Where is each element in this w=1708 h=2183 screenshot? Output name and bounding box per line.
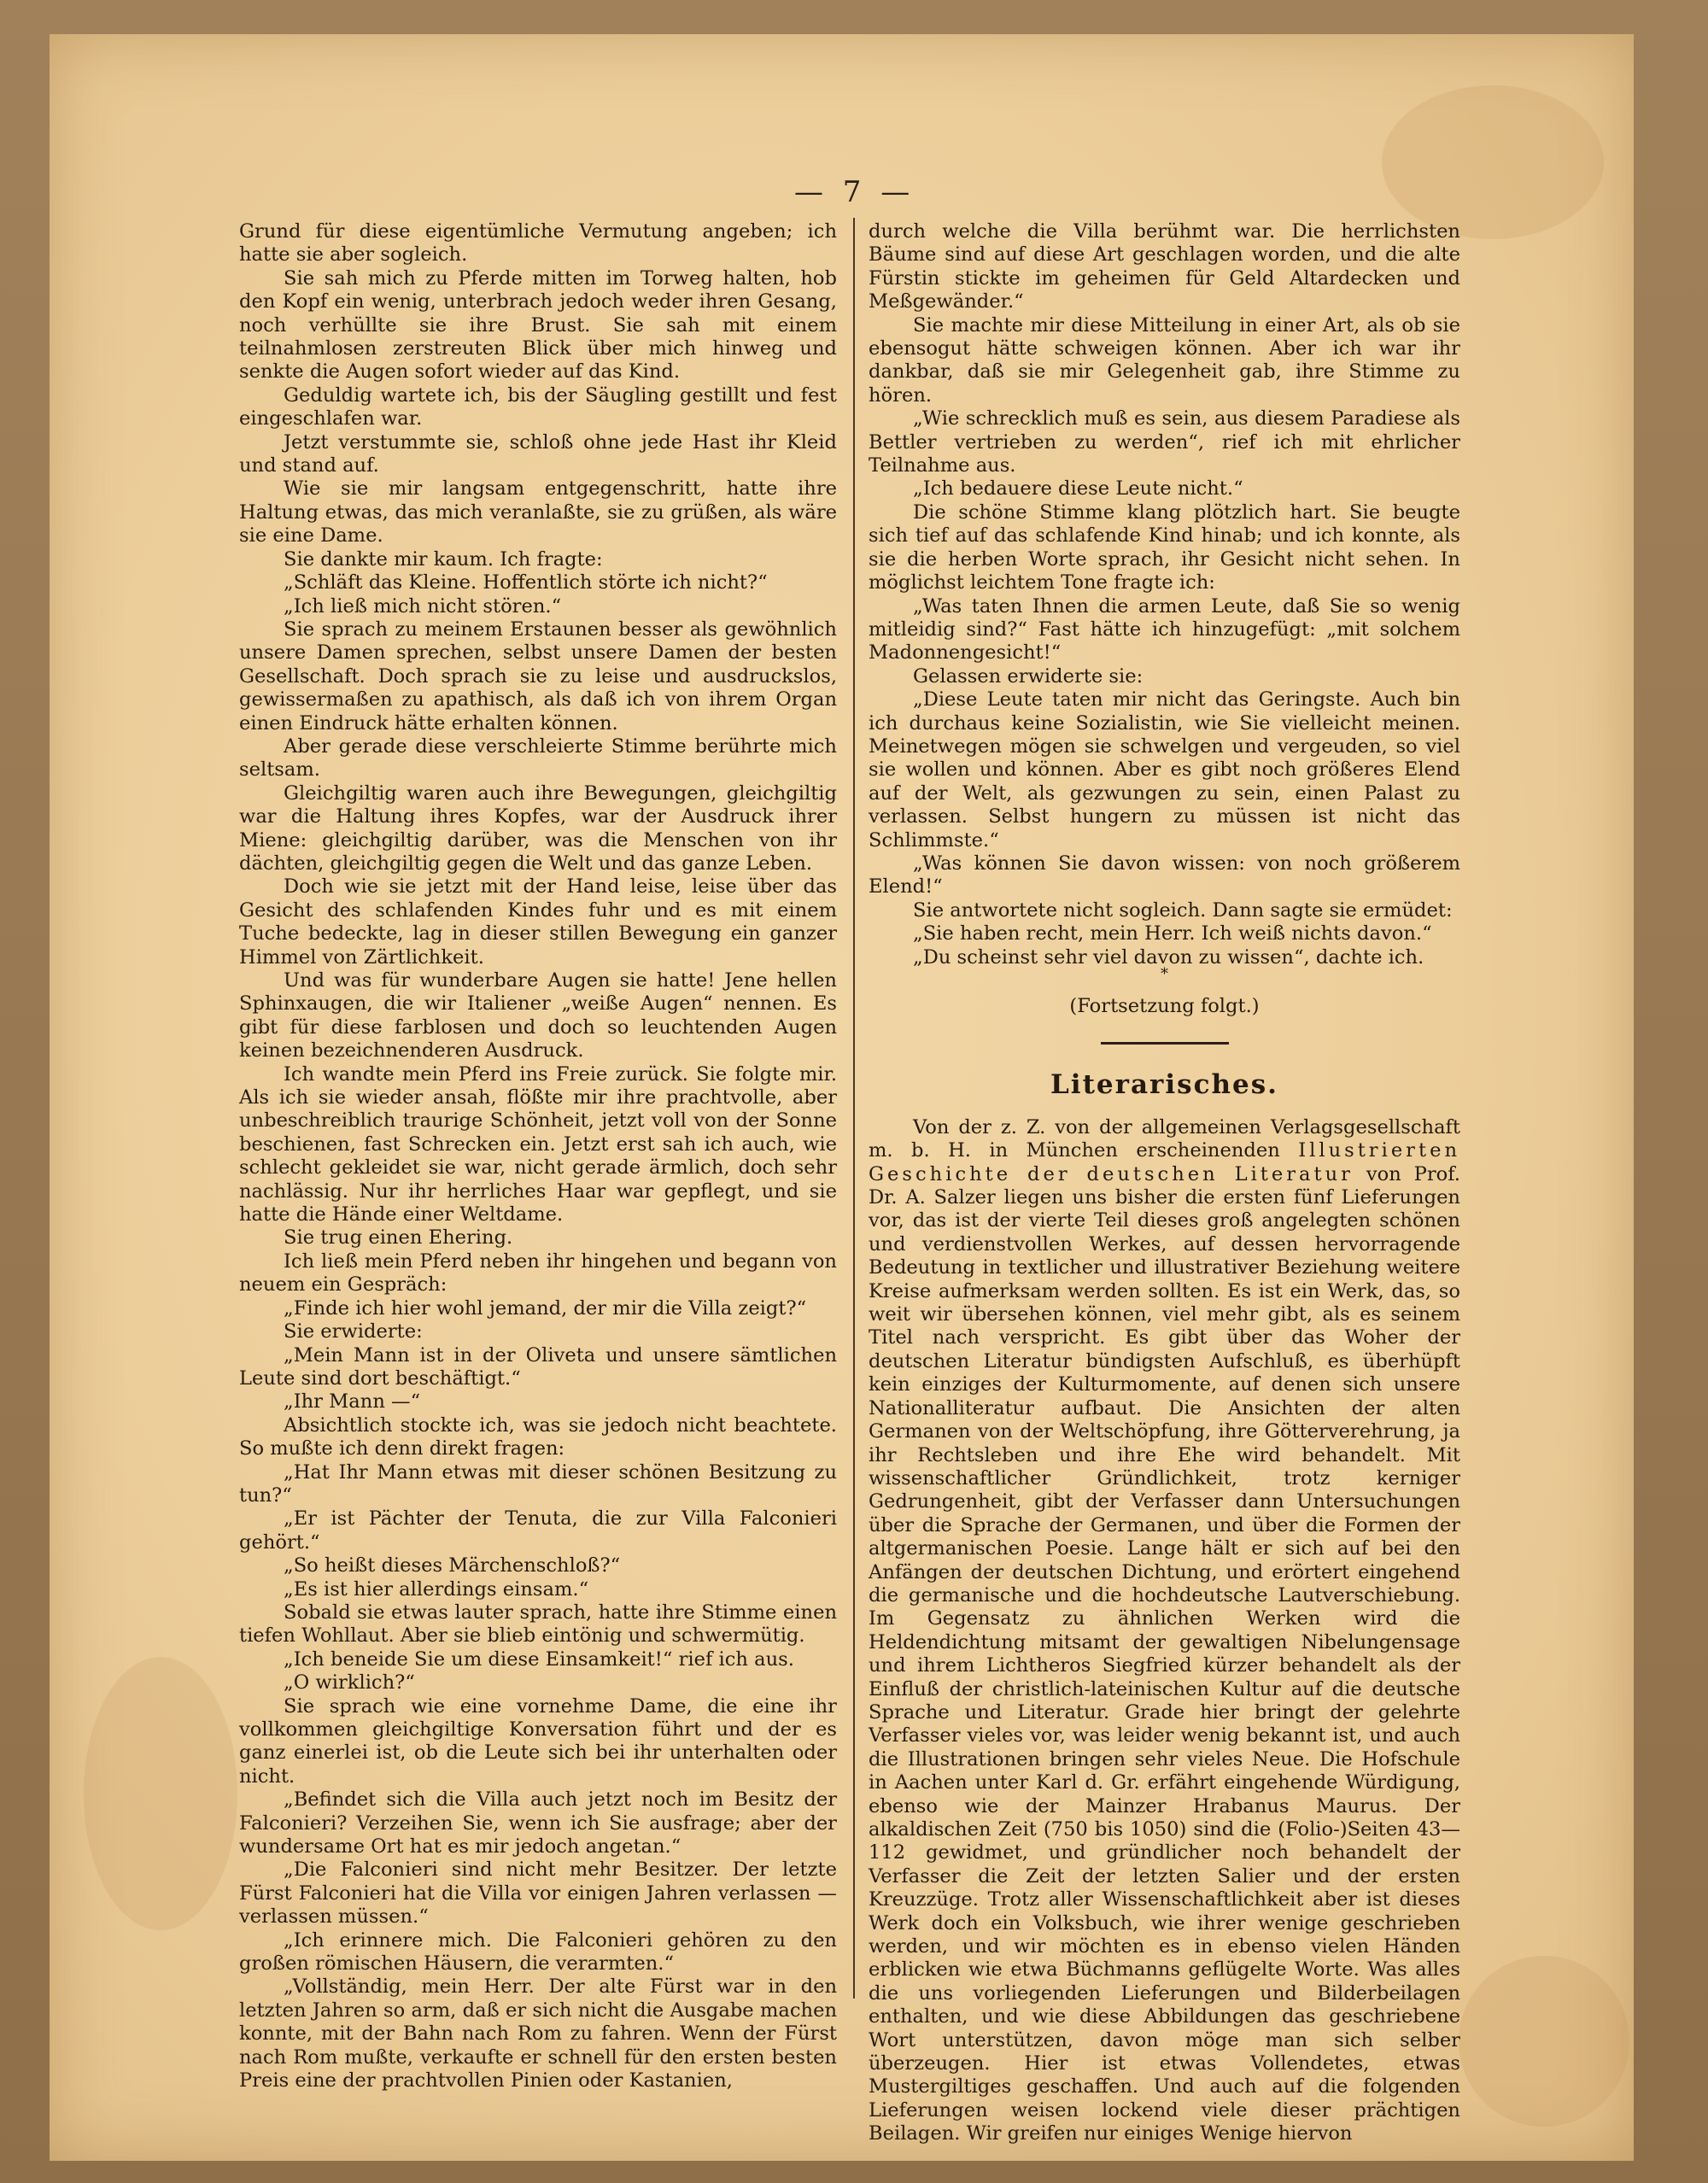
paragraph: „Ich ließ mich nicht stören.“ — [284, 594, 562, 617]
left-column — [239, 220, 837, 2092]
paragraph: „Schläft das Kleine. Hoffentlich störte ich nicht?“ — [284, 571, 768, 594]
paragraph: Sie sprach zu meinem Erstaunen besser als gewöhnlich unsere Damen sprechen, selbst unsere Damen der besten Gesellschaft. Doch sprach sie zu leise und ausdruckslos, gewissermaßen zu apathisch, als daß ich von ihrem Organ einen Eindruck hätte erhalten können. — [239, 617, 837, 734]
paper-stain — [1459, 1956, 1629, 2127]
book-title: Illustrierten Geschichte der deutschen Literatur — [869, 1139, 1460, 1185]
paragraph: Wie sie mir langsam entgegenschritt, hatte ihre Haltung etwas, das mich veranlaßte, sie zu grüßen, als wäre sie eine Dame. — [239, 477, 837, 547]
paragraph: Sie antwortete nicht sogleich. Dann sagte sie ermüdet: — [913, 898, 1453, 922]
paragraph: „Ihr Mann —“ — [284, 1390, 421, 1413]
paragraph: „Die Falconieri sind nicht mehr Besitzer. Der letzte Fürst Falconieri hat die Villa vor einigen Jahren verlassen — verlassen müssen.“ — [239, 1858, 837, 1928]
paper-stain — [84, 1657, 237, 1930]
paragraph: „Sie haben recht, mein Herr. Ich weiß nichts davon.“ — [913, 922, 1432, 945]
paragraph: Aber gerade diese verschleierte Stimme berührte mich seltsam. — [239, 734, 837, 781]
paper-stain — [1382, 85, 1604, 239]
paragraph: „Wie schrecklich muß es sein, aus diesem Paradiese als Bettler vertrieben zu werden“, rief ich mit ehrlicher Teilnahme aus. — [869, 407, 1460, 477]
paragraph: Gelassen erwiderte sie: — [913, 664, 1144, 688]
paragraph: Die schöne Stimme klang plötzlich hart. Sie beugte sich tief auf das schlafende Kind hinab; und ich konnte, als sie die herben Worte sprach, ihr Gesicht nicht sehen. In möglichst leichtem Tone fragte ich: — [869, 500, 1460, 594]
paragraph: „Ich bedauere diese Leute nicht.“ — [913, 477, 1243, 500]
paragraph: Grund für diese eigentümliche Vermutung angeben; ich hatte sie aber sogleich. — [239, 220, 837, 266]
paragraph: Sie trug einen Ehering. — [284, 1226, 513, 1250]
paragraph: „Er ist Pächter der Tenuta, die zur Villa Falconieri gehört.“ — [239, 1507, 837, 1554]
paragraph: durch welche die Villa berühmt war. Die herrlichsten Bäume sind auf diese Art geschlagen worden, und die alte Fürstin stickte im geheimen für Geld Altardecken und Meßgewänder.“ — [869, 220, 1460, 313]
paragraph: „Du scheinst sehr viel davon zu wissen“, dachte ich. — [913, 945, 1424, 969]
paragraph: Sie erwiderte: — [284, 1320, 423, 1343]
paragraph: „Es ist hier allerdings einsam.“ — [284, 1577, 589, 1601]
review-paragraph — [869, 1116, 1460, 2146]
paragraph: „So heißt dieses Märchenschloß?“ — [284, 1554, 621, 1577]
paragraph: Sie dankte mir kaum. Ich fragte: — [284, 547, 603, 571]
star-mark: * — [1161, 965, 1168, 983]
paragraph: „Ich beneide Sie um diese Einsamkeit!“ rief ich aus. — [284, 1647, 794, 1671]
paragraph: „Was taten Ihnen die armen Leute, daß Sie so wenig mitleidig sind?“ Fast hätte ich hinzugefügt: „mit solchem Madonnengesicht!“ — [869, 594, 1460, 664]
paragraph: „Ich erinnere mich. Die Falconieri gehören zu den großen römischen Häusern, die verarmten.“ — [239, 1928, 837, 1975]
section-rule — [1101, 1042, 1229, 1045]
paragraph: Ich ließ mein Pferd neben ihr hingehen und begann von neuem ein Gespräch: — [239, 1250, 837, 1296]
paragraph: Ich wandte mein Pferd ins Freie zurück. Sie folgte mir. Als ich sie wieder ansah, flößte mir ihre prachtvolle, aber unbeschreiblich traurige Schönheit, jetzt voll von der Sonne beschienen, fast Schrecken ein. Jetzt erst sah ich auch, wie schlecht gekleidet sie war, nicht gerade ärmlich, doch sehr nachlässig. Nur ihr herrliches Haar war gepflegt, und sie hatte die Hände einer Weltdame. — [239, 1062, 837, 1226]
page-number: — 7 — — [794, 175, 915, 209]
paragraph: „Befindet sich die Villa auch jetzt noch im Besitz der Falconieri? Verzeihen Sie, wenn ich Sie ausfrage; aber der wundersame Ort hat es mir jedoch angetan.“ — [239, 1788, 837, 1858]
paragraph: Doch wie sie jetzt mit der Hand leise, leise über das Gesicht des schlafenden Kindes fuhr und es mit einem Tuche bedeckte, lag in dieser stillen Bewegung ein ganzer Himmel von Zärtlichkeit. — [239, 875, 837, 969]
paragraph: „Finde ich hier wohl jemand, der mir die Villa zeigt?“ — [284, 1296, 807, 1320]
paragraph: Und was für wunderbare Augen sie hatte! Jene hellen Sphinxaugen, die wir Italiener „weiße Augen“ nennen. Es gibt für diese farblosen und doch so leuchtenden Augen keinen bezeichnenderen Ausdruck. — [239, 969, 837, 1062]
paragraph: „Diese Leute taten mir nicht das Geringste. Auch bin ich durchaus keine Sozialistin, wie Sie vielleicht meinen. Meinetwegen mögen sie schwelgen und vergeuden, so viel sie wollen und können. Aber es gibt noch größeres Elend auf der Welt, als gezwungen zu sein, einen Palast zu verlassen. Selbst hungern zu müssen ist nicht das Schlimmste.“ — [869, 688, 1460, 852]
paragraph: Geduldig wartete ich, bis der Säugling gestillt und fest eingeschlafen war. — [239, 383, 837, 430]
paragraph: Jetzt verstummte sie, schloß ohne jede Hast ihr Kleid und stand auf. — [239, 430, 837, 477]
paragraph: Sie sah mich zu Pferde mitten im Torweg halten, hob den Kopf ein wenig, unterbrach jedoch weder ihren Gesang, noch verhüllte sie ihre Brust. Sie sah mit einem teilnahmlosen zerstreuten Blick über mich hinweg und senkte die Augen sofort wieder auf das Kind. — [239, 266, 837, 383]
paragraph: Gleichgiltig waren auch ihre Bewegungen, gleichgiltig war die Haltung ihres Kopfes, war der Ausdruck ihrer Miene: gleichgiltig darüber, was die Menschen von ihr dächten, gleichgiltig gegen die Welt und das ganze Leben. — [239, 781, 837, 875]
paragraph: Sie sprach wie eine vornehme Dame, die eine ihr vollkommen gleichgiltige Konversation führt und der es ganz einerlei ist, ob die Leute sich bei ihr unterhalten oder nicht. — [239, 1694, 837, 1788]
paragraph: „Mein Mann ist in der Oliveta und unsere sämtlichen Leute sind dort beschäftigt.“ — [239, 1343, 837, 1390]
section-title: Literarisches. — [1050, 1069, 1278, 1101]
review-text-rest: von Prof. Dr. A. Salzer liegen uns bisher die ersten fünf Lieferungen vor, das ist der vierte Teil dieses groß angelegten schönen und verdienstvollen Werkes, auf dessen hervorragende Bedeutung in textlicher und illustrativer Beziehung weitere Kreise aufmerksam werden sollten. Es ist ein Werk, das, so weit wir übersehen können, viel mehr gibt, als es seinem Titel nach verspricht. Es gibt über das Woher der deutschen Literatur bündigsten Aufschluß, es überhüpft kein einziges der Kulturmomente, auf denen sich unsere Nationalliteratur aufbaut. Die Ansichten der alten Germanen von der Weltschöpfung, ihre Götterverehrung, ja ihr Rechtsleben und ihre Ehe wird behandelt. Mit wissenschaftlicher Gründlichkeit, trotz kerniger Gedrungenheit, gibt der Verfasser dann Untersuchungen über die Sprache der Germanen, und über die Formen der altgermanischen Poesie. Lange hält er sich auf bei den Anfängen der deutschen Dichtung, und erörtert eingehend die germanische und die hochdeutsche Lautverschiebung. Im Gegensatz zu ähnlichen Werken wird die Heldendichtung mitsamt der gewaltigen Nibelungensage und ihrem Lichtheros Siegfried kürzer behandelt als der Einfluß der christlich-lateinischen Kultur auf die deutsche Sprache und Literatur. Grade hier bringt der gelehrte Verfasser vieles vor, was leider wenig bekannt ist, und auch die Illustrationen bringen sehr vieles Neue. Die Hofschule in Aachen unter Karl d. Gr. erfährt eingehende Würdigung, ebenso wie der Mainzer Hrabanus Maurus. Der alkaldischen Zeit (750 bis 1050) sind die (Folio-)Seiten 43—112 gewidmet, und gründlicher noch behandelt der Verfasser die Zeit der letzten Salier und der ersten Kreuzzüge. Trotz aller Wissenschaftlichkeit aber ist dieses Werk doch ein Volksbuch, wie ihrer wenige geschrieben werden, und wir möchten es in ebenso vielen Händen erblicken wie etwa Büchmanns geflügelte Worte. Was alles die uns vorliegenden Lieferungen und Bilderbeilagen enthalten, und wie diese Abbildungen das geschriebene Wort unterstützen, davon möge man sich selber überzeugen. Hier ist etwas Vollendetes, etwas Mustergiltiges geschaffen. Und auch auf die folgenden Lieferungen weisen lockend viele dieser prächtigen Beilagen. Wir greifen nur einiges Wenige hiervon — [869, 1162, 1460, 2145]
paragraph: „O wirklich?“ — [284, 1671, 415, 1694]
continuation-note: (Fortsetzung folgt.) — [1069, 995, 1260, 1017]
review-text-start: Von der z. Z. von der allgemeinen Verlagsgesellschaft m. b. H. in München erscheinenden — [869, 1115, 1460, 1162]
column-divider — [853, 218, 855, 1999]
paragraph: Sobald sie etwas lauter sprach, hatte ihre Stimme einen tiefen Wohllaut. Aber sie blieb eintönig und schwermütig. — [239, 1601, 837, 1647]
paragraph: „Was können Sie davon wissen: von noch größerem Elend!“ — [869, 852, 1460, 898]
paragraph: Absichtlich stockte ich, was sie jedoch nicht beachtete. So mußte ich denn direkt fragen: — [239, 1413, 837, 1460]
paragraph: „Vollständig, mein Herr. Der alte Fürst war in den letzten Jahren so arm, daß er sich nicht die Ausgabe machen konnte, mit der Bahn nach Rom zu fahren. Wenn der Fürst nach Rom mußte, verkaufte er schnell für den ersten besten Preis eine der prachtvollen Pinien oder Kastanien, — [239, 1975, 837, 2092]
paragraph: Sie machte mir diese Mitteilung in einer Art, als ob sie ebensogut hätte schweigen können. Aber ich war ihr dankbar, daß sie mir Gelegenheit gab, ihre Stimme zu hören. — [869, 313, 1460, 407]
right-column — [869, 220, 1460, 2145]
paragraph: „Hat Ihr Mann etwas mit dieser schönen Besitzung zu tun?“ — [239, 1460, 837, 1507]
